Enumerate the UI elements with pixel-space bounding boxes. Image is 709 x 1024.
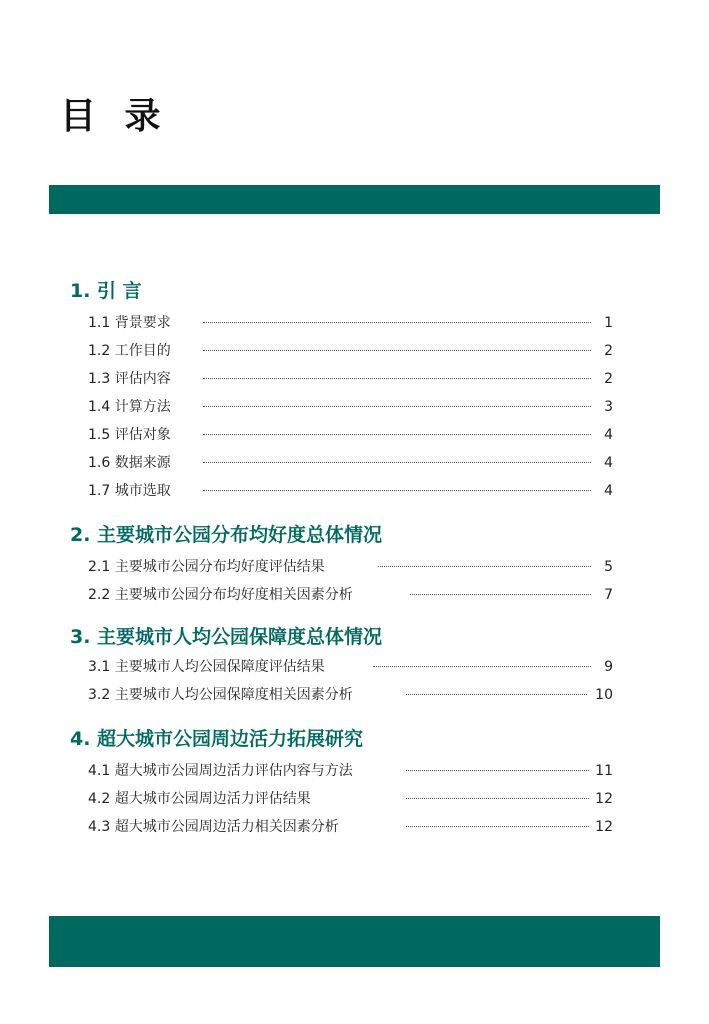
toc-entry-page: 1 — [604, 315, 613, 331]
toc-entry[interactable] — [88, 656, 613, 678]
toc-entry-label: 1.1 背景要求 — [88, 315, 171, 331]
toc-entry-label: 4.2 超大城市公园周边活力评估结果 — [88, 791, 311, 807]
leader-dots — [406, 694, 587, 695]
footer-band — [49, 916, 660, 967]
toc-entry-label: 4.3 超大城市公园周边活力相关因素分析 — [88, 819, 339, 835]
toc-entry-label: 1.2 工作目的 — [88, 343, 171, 359]
leader-dots — [203, 322, 591, 323]
section-title-3: 3. 主要城市人均公园保障度总体情况 — [70, 626, 383, 648]
toc-entry[interactable] — [88, 816, 613, 838]
toc-entry-page: 3 — [604, 399, 613, 415]
leader-dots — [378, 566, 591, 567]
toc-entry-page: 2 — [604, 343, 613, 359]
toc-entry-page: 12 — [595, 791, 613, 807]
leader-dots — [203, 490, 591, 491]
section-title-4: 4. 超大城市公园周边活力拓展研究 — [70, 728, 364, 750]
toc-entry[interactable] — [88, 556, 613, 578]
toc-entry-label: 2.2 主要城市公园分布均好度相关因素分析 — [88, 587, 353, 603]
toc-entry[interactable] — [88, 368, 613, 390]
toc-entry-page: 4 — [604, 455, 613, 471]
toc-entry-page: 5 — [604, 559, 613, 575]
leader-dots — [406, 798, 589, 799]
leader-dots — [203, 350, 591, 351]
toc-entry[interactable] — [88, 396, 613, 418]
toc-entry[interactable] — [88, 760, 613, 782]
toc-entry-label: 4.1 超大城市公园周边活力评估内容与方法 — [88, 763, 353, 779]
leader-dots — [406, 826, 589, 827]
section-title-2: 2. 主要城市公园分布均好度总体情况 — [70, 524, 383, 546]
toc-entry[interactable] — [88, 684, 613, 706]
toc-entry-label: 3.2 主要城市人均公园保障度相关因素分析 — [88, 687, 353, 703]
toc-entry-label: 1.3 评估内容 — [88, 371, 171, 387]
toc-entry-label: 1.5 评估对象 — [88, 427, 171, 443]
toc-entry[interactable] — [88, 480, 613, 502]
toc-entry-page: 4 — [604, 483, 613, 499]
toc-entry-label: 1.6 数据来源 — [88, 455, 171, 471]
leader-dots — [203, 462, 591, 463]
leader-dots — [410, 594, 591, 595]
toc-entry[interactable] — [88, 340, 613, 362]
section-title-1: 1. 引 言 — [70, 280, 142, 302]
toc-entry-label: 1.4 计算方法 — [88, 399, 171, 415]
toc-entry-label: 1.7 城市选取 — [88, 483, 171, 499]
toc-entry[interactable] — [88, 312, 613, 334]
toc-entry-page: 10 — [595, 687, 613, 703]
leader-dots — [406, 770, 589, 771]
toc-entry-label: 2.1 主要城市公园分布均好度评估结果 — [88, 559, 325, 575]
toc-entry-page: 11 — [595, 763, 613, 779]
toc-entry-label: 3.1 主要城市人均公园保障度评估结果 — [88, 659, 325, 675]
page-title: 目 录 — [60, 96, 169, 137]
leader-dots — [203, 406, 591, 407]
toc-entry-page: 12 — [595, 819, 613, 835]
leader-dots — [373, 666, 591, 667]
leader-dots — [203, 378, 591, 379]
toc-entry-page: 7 — [604, 587, 613, 603]
toc-entry-page: 9 — [604, 659, 613, 675]
toc-entry[interactable] — [88, 788, 613, 810]
toc-entry[interactable] — [88, 584, 613, 606]
leader-dots — [203, 434, 591, 435]
header-band — [49, 185, 660, 214]
toc-entry-page: 4 — [604, 427, 613, 443]
toc-entry[interactable] — [88, 424, 613, 446]
toc-entry-page: 2 — [604, 371, 613, 387]
toc-entry[interactable] — [88, 452, 613, 474]
